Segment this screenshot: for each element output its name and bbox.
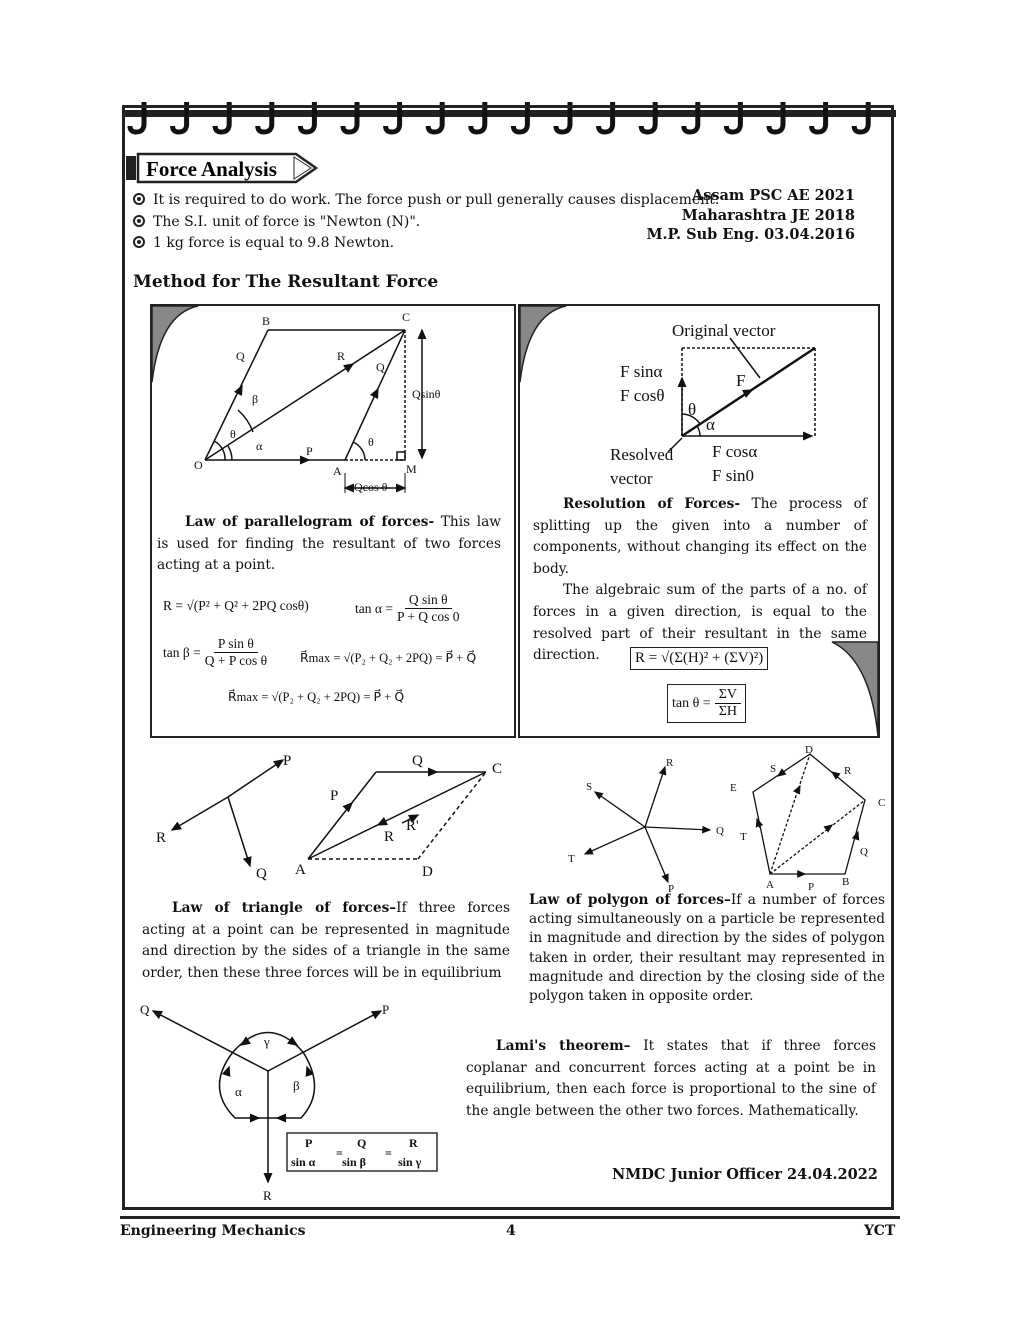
diagram-label: Q	[376, 360, 385, 374]
section-title-tag	[126, 152, 326, 188]
diagram-label: Q	[357, 1136, 367, 1150]
section-title: Force Analysis	[146, 157, 277, 181]
diagram-label: S	[586, 781, 593, 793]
lami-diagram	[135, 998, 455, 1208]
diagram-label: E	[730, 782, 737, 794]
diagram-label: P	[330, 788, 339, 804]
diagram-label: M	[406, 462, 417, 476]
diagram-label: D	[805, 744, 813, 756]
resolution-text: Resolution of Forces- The process of splitting up the given into a number of components, without changing its effect on the body. The algebraic sum of the parts of a no. of forces in a given direction, is equal to the resolved part of their resultant in the same direction.	[533, 496, 867, 664]
bullet-icon	[133, 193, 145, 205]
formula-rmax-2: R⃗max = √(P₂ + Q₂ + 2PQ) = P⃗ + Q⃗	[228, 690, 405, 704]
lami-title: Lami's theorem–	[496, 1038, 631, 1054]
formula-tan-alpha: tan α = $\frac{\text{Q sin θ}}{\text{P + Q cos 0}}$	[355, 592, 460, 624]
diagram-label: β	[293, 1078, 300, 1093]
diagram-label: sin γ	[398, 1155, 422, 1169]
triangle-title: Law of triangle of forces–	[172, 900, 397, 916]
diagram-label: θ	[230, 427, 236, 441]
formula-tan-theta: tan θ = $\frac{\Sigma V}{\Sigma H}$	[667, 684, 746, 723]
diagram-label: Q	[716, 825, 724, 837]
diagram-label: T	[568, 853, 575, 865]
diagram-label: P	[382, 1002, 390, 1017]
diagram-label: Q	[236, 349, 245, 363]
diagram-label: C	[402, 310, 411, 324]
diagram-label: F	[736, 371, 746, 390]
diagram-label: D	[422, 864, 433, 880]
parallelogram-diagram	[190, 308, 470, 498]
diagram-label: R	[666, 757, 674, 769]
diagram-label: γ	[264, 1034, 270, 1049]
diagram-label: Q	[140, 1002, 150, 1017]
diagram-label: Resolved	[610, 445, 674, 464]
lami-source: NMDC Junior Officer 24.04.2022	[612, 1166, 878, 1183]
diagram-label: P	[808, 881, 815, 893]
footer-page-number: 4	[506, 1223, 516, 1239]
panel-curl	[518, 304, 568, 384]
diagram-label: Q	[412, 753, 423, 769]
parallelogram-text: Law of parallelogram of forces- This law is used for finding the resultant of two forces acting at a point.	[157, 514, 502, 574]
diagram-label: R	[409, 1136, 418, 1150]
diagram-label: O	[194, 458, 203, 472]
footer-left: Engineering Mechanics	[120, 1223, 306, 1239]
diagram-label: R	[156, 830, 167, 846]
diagram-label: Q	[256, 866, 267, 882]
diagram-label: sin α	[291, 1155, 316, 1169]
diagram-label: F cosθ	[620, 386, 665, 405]
diagram-label: R	[844, 765, 852, 777]
bullet-item: It is required to do work. The force push or pull generally causes displacement.	[133, 190, 719, 212]
formula-rmax-1: R⃗max = √(P₂ + Q₂ + 2PQ) = P⃗ + Q⃗	[300, 651, 477, 665]
diagram-label: F cosα	[712, 442, 758, 461]
diagram-label: R'	[406, 818, 419, 834]
formula-resultant: R = √(P² + Q² + 2PQ cosθ)	[163, 598, 309, 613]
diagram-label: R	[263, 1188, 272, 1203]
formula-resultant-sum: R = √(Σ(H)² + (ΣV)²)	[630, 647, 768, 670]
bullet-item: The S.I. unit of force is "Newton (N)".	[133, 212, 719, 234]
diagram-label: C	[492, 761, 503, 777]
polygon-text: Law of polygon of forces–If a number of forces acting simultaneously on a particle be represented in magnitude and direction by the sides of polygon taken in order, their resultant may represented in magnitude and direction by the closing side of the polygon taken in opposite order.	[529, 892, 886, 1005]
diagram-label: Qcos θ	[354, 480, 388, 494]
diagram-label: T	[740, 831, 747, 843]
footer-rule	[120, 1216, 900, 1219]
bullet-icon	[133, 236, 145, 248]
diagram-label: θ	[688, 400, 697, 419]
diagram-label: α	[706, 415, 715, 434]
polygon-diagram	[560, 742, 900, 894]
diagram-label: sin β	[342, 1155, 366, 1169]
diagram-label: A	[766, 879, 774, 891]
exam-ref: Assam PSC AE 2021	[691, 187, 855, 204]
diagram-label: R	[384, 829, 395, 845]
bullet-icon	[133, 215, 145, 227]
diagram-label: α	[235, 1084, 242, 1099]
triangle-diagram	[150, 748, 520, 888]
method-heading: Method for The Resultant Force	[133, 272, 439, 292]
footer-right: YCT	[864, 1223, 896, 1239]
diagram-label: A	[333, 464, 342, 478]
formula-tan-beta: tan β = $\frac{\text{P sin θ}}{\text{Q + P cos θ}}$	[163, 636, 268, 668]
diagram-label: R	[337, 349, 346, 363]
exam-ref: M.P. Sub Eng. 03.04.2016	[646, 226, 855, 243]
resolution-title: Resolution of Forces-	[563, 496, 741, 512]
exam-ref: Maharashtra JE 2018	[681, 206, 855, 224]
diagram-label: vector	[610, 469, 653, 488]
diagram-label: P	[668, 883, 675, 894]
exam-references	[646, 186, 855, 245]
triangle-text: Law of triangle of forces–If three forces acting at a point can be represented in magnitude and direction by the sides of a triangle in the same order, then these three forces will be in equilibrium	[142, 900, 510, 981]
diagram-label: P	[305, 1136, 313, 1150]
diagram-label: B	[262, 314, 271, 328]
diagram-label: θ	[368, 435, 374, 449]
diagram-label: P	[306, 444, 313, 458]
bullet-list	[133, 190, 719, 255]
diagram-label: P	[283, 753, 292, 769]
diagram-label: =	[385, 1146, 392, 1160]
diagram-label: β	[252, 392, 259, 406]
resolution-diagram	[600, 314, 830, 494]
lami-text: Lami's theorem– It states that if three forces coplanar and concurrent forces acting at a point be in equilibrium, then each force is proportional to the sine of the angle between the other two forces. Mathematically.	[466, 1038, 876, 1119]
diagram-label: S	[770, 763, 777, 775]
diagram-label: Qsinθ	[412, 387, 441, 401]
diagram-label: C	[878, 797, 886, 809]
bullet-item: 1 kg force is equal to 9.8 Newton.	[133, 233, 719, 255]
diagram-label: F sinα	[620, 362, 663, 381]
polygon-title: Law of polygon of forces–	[529, 892, 731, 908]
parallelogram-title: Law of parallelogram of forces-	[185, 514, 435, 530]
diagram-label: =	[336, 1146, 343, 1160]
diagram-label: Q	[860, 846, 868, 858]
diagram-label: B	[842, 876, 850, 888]
diagram-label: F sin0	[712, 466, 755, 485]
diagram-label: α	[256, 439, 263, 453]
diagram-label: Original vector	[672, 321, 776, 340]
diagram-label: A	[295, 862, 306, 878]
